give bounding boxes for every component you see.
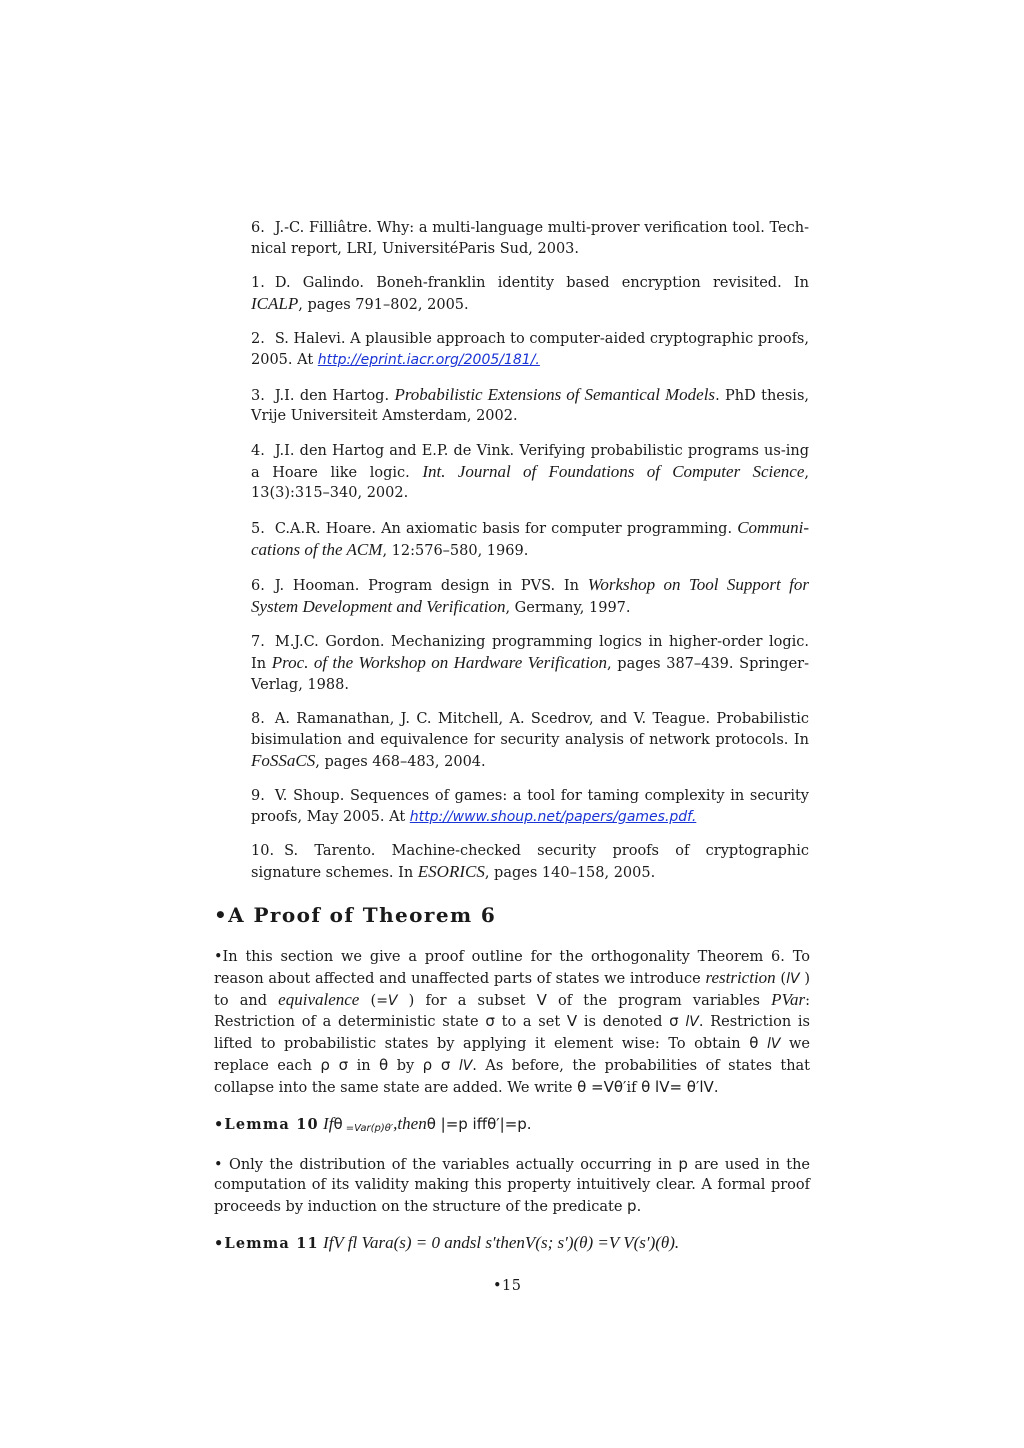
reference-text: S. Halevi. A plausible approach to computer-aided cryptographic proofs, 2005. At <box>251 331 809 369</box>
reference-venue: Probabilistic Extensions of Semantical Models <box>394 384 716 404</box>
proof-paragraph <box>214 1154 810 1218</box>
math-sat: θ |=p iff <box>426 1114 488 1133</box>
math-restrict: lV <box>766 1036 781 1053</box>
reference-number: 4. <box>251 442 265 459</box>
intro-text: : Restriction of a deterministic state <box>214 992 810 1031</box>
intro-text: we replace each <box>214 1036 810 1074</box>
reference-venue: Workshop on Tool Support for System Development and Verification <box>251 574 809 616</box>
intro-text: . Restriction is lifted to probabilistic states by applying it element wise: To obtain <box>214 1014 811 1053</box>
reference-venue: FoSSaCS <box>251 750 316 770</box>
math-restrict: lV <box>458 1057 473 1074</box>
intro-text: in <box>348 1057 380 1074</box>
section-intro-paragraph <box>214 947 810 1099</box>
reference-text: S. Tarento. Machine-checked security proofs of cryptographic signature schemes. In <box>251 843 809 882</box>
math-p: p <box>678 1154 688 1173</box>
reference-text: J.-C. Filliâtre. Why: a multi-language multi-prover verification tool. Tech-nical report, LRI, UniversitéParis Sud, 2003. <box>251 220 809 257</box>
reference-text: , 13(3):315–340, 2002. <box>251 464 809 502</box>
math-sigma: σ <box>669 1012 679 1031</box>
reference-text: , Germany, 1997. <box>505 599 631 616</box>
math-subscript: =Var(p)θ′ <box>342 1122 394 1134</box>
lemma-text: IfV fl Vara(s) = 0 andsl s′thenV(s; s′)(θ) =V V(s′)(θ). <box>318 1232 680 1252</box>
reference-text: , pages 140–158, 2005. <box>484 865 656 882</box>
lemma-11 <box>214 1232 810 1255</box>
proof-text: • Only the distribution of the variables actually occurring in <box>214 1156 679 1173</box>
math-sat: θ′|=p. <box>487 1114 532 1133</box>
math-v: V <box>536 990 547 1009</box>
math-p: p <box>627 1197 637 1216</box>
reference-text: C.A.R. Hoare. An axiomatic basis for computer programming. <box>274 520 738 537</box>
reference-link[interactable]: http://eprint.iacr.org/2005/181/. <box>317 352 540 369</box>
reference-link[interactable]: http://www.shoup.net/papers/games.pdf. <box>409 808 697 825</box>
intro-text: . <box>713 1079 719 1096</box>
reference-number: 9. <box>251 788 265 805</box>
lemma-text: If <box>318 1113 334 1133</box>
reference-number: 10. <box>251 843 275 860</box>
reference-number: 3. <box>251 387 265 404</box>
reference-item <box>251 273 809 316</box>
reference-venue: Int. Journal of Foundations of Computer Science <box>422 461 805 481</box>
reference-text: J. Hooman. Program design in PVS. In <box>274 577 588 594</box>
intro-text: by <box>388 1057 423 1074</box>
proof-text: . <box>636 1199 642 1216</box>
intro-text: if <box>626 1079 642 1096</box>
math-restrict: lV <box>685 1014 699 1031</box>
math-theta: θ <box>333 1114 343 1133</box>
intro-text: ) to and <box>214 970 810 1009</box>
reference-list <box>251 218 809 897</box>
lemma-label: •Lemma 10 <box>214 1115 319 1133</box>
math-rho-sigma: ρ σ <box>422 1055 451 1074</box>
reference-text: V. Shoup. Sequences of games: a tool for taming complexity in security proofs, May 2005. At <box>251 788 809 825</box>
reference-item <box>251 841 809 884</box>
math-pvar: PVar <box>771 989 806 1009</box>
math-equiv-def: θ lV= θ′lV <box>641 1077 714 1096</box>
math-restrict: lV <box>786 970 800 987</box>
math-theta: θ <box>749 1034 759 1053</box>
reference-item <box>251 632 809 695</box>
reference-item <box>251 575 809 619</box>
reference-venue: Proc. of the Workshop on Hardware Verification <box>271 652 607 672</box>
math-sigma: σ <box>485 1012 495 1031</box>
reference-text: M.J.C. Gordon. Mechanizing programming logics in higher-order logic. In <box>251 634 809 672</box>
math-theta: θ <box>379 1055 389 1074</box>
reference-number: 1. <box>251 275 265 292</box>
reference-text: , pages 468–483, 2004. <box>315 753 486 770</box>
reference-text: , pages 791–802, 2005. <box>298 296 469 313</box>
math-equiv-def: θ =Vθ′ <box>577 1077 627 1096</box>
reference-number: 8. <box>251 711 265 728</box>
appendix-section <box>214 903 810 1269</box>
reference-number: 6. <box>251 220 265 236</box>
intro-text: . As before, the probabilities of states that collapse into the same state are added. We write <box>214 1057 811 1096</box>
lemma-10 <box>214 1113 810 1140</box>
intro-text: ( <box>359 992 377 1009</box>
math-equiv: =V <box>376 992 398 1009</box>
intro-text: •In this section we give a proof outline for the orthogonality Theorem 6. To reason about affected and unaffected parts of states we introduce <box>214 949 810 987</box>
reference-text: A. Ramanathan, J. C. Mitchell, A. Scedrov, and V. Teague. Probabilistic bisimulation and equivalence for security analysis of network protocols. In <box>251 711 809 748</box>
page-number: •15 <box>493 1278 522 1294</box>
reference-number: 5. <box>251 520 265 537</box>
reference-venue: ESORICS <box>417 862 485 882</box>
reference-number: 2. <box>251 331 265 348</box>
math-rho-sigma: ρ σ <box>320 1055 349 1074</box>
intro-text: ) for a subset <box>397 992 537 1009</box>
reference-item <box>251 385 809 428</box>
reference-number: 6. <box>251 577 265 594</box>
reference-item <box>251 518 809 562</box>
proof-text: are used in the computation of its validity making this property intuitively clear. A formal proof proceeds by induction on the structure of the predicate <box>214 1156 810 1216</box>
reference-item <box>251 329 809 371</box>
reference-text: D. Galindo. Boneh-franklin identity based encryption revisited. In <box>274 275 809 292</box>
intro-text: to a set <box>494 1014 567 1031</box>
section-heading: •A Proof of Theorem 6 <box>214 903 497 927</box>
intro-text: is denoted <box>577 1014 670 1031</box>
lemma-text: ,then <box>393 1113 427 1133</box>
reference-text: , pages 387–439. Springer-Verlag, 1988. <box>251 655 809 693</box>
intro-text: of the program variables <box>546 992 772 1009</box>
term-equivalence: equivalence <box>278 989 360 1009</box>
reference-venue: ICALP <box>251 293 299 313</box>
reference-text: J.I. den Hartog and E.P. de Vink. Verifying probabilistic programs us-ing a Hoare like logic. <box>251 442 809 481</box>
reference-number: 7. <box>251 634 265 651</box>
math-v: V <box>566 1012 578 1031</box>
reference-item <box>251 218 809 260</box>
reference-venue: Communi-cations of the ACM <box>251 517 809 559</box>
lemma-label: •Lemma 11 <box>214 1234 319 1252</box>
reference-text: J.I. den Hartog. <box>274 387 395 404</box>
term-restriction: restriction <box>705 967 776 987</box>
reference-item <box>251 709 809 772</box>
reference-item <box>251 441 809 504</box>
reference-text: , 12:576–580, 1969. <box>382 542 529 559</box>
intro-text: ( <box>775 970 787 987</box>
reference-item <box>251 786 809 828</box>
reference-text: . PhD thesis, Vrije Universiteit Amsterdam, 2002. <box>251 387 809 425</box>
